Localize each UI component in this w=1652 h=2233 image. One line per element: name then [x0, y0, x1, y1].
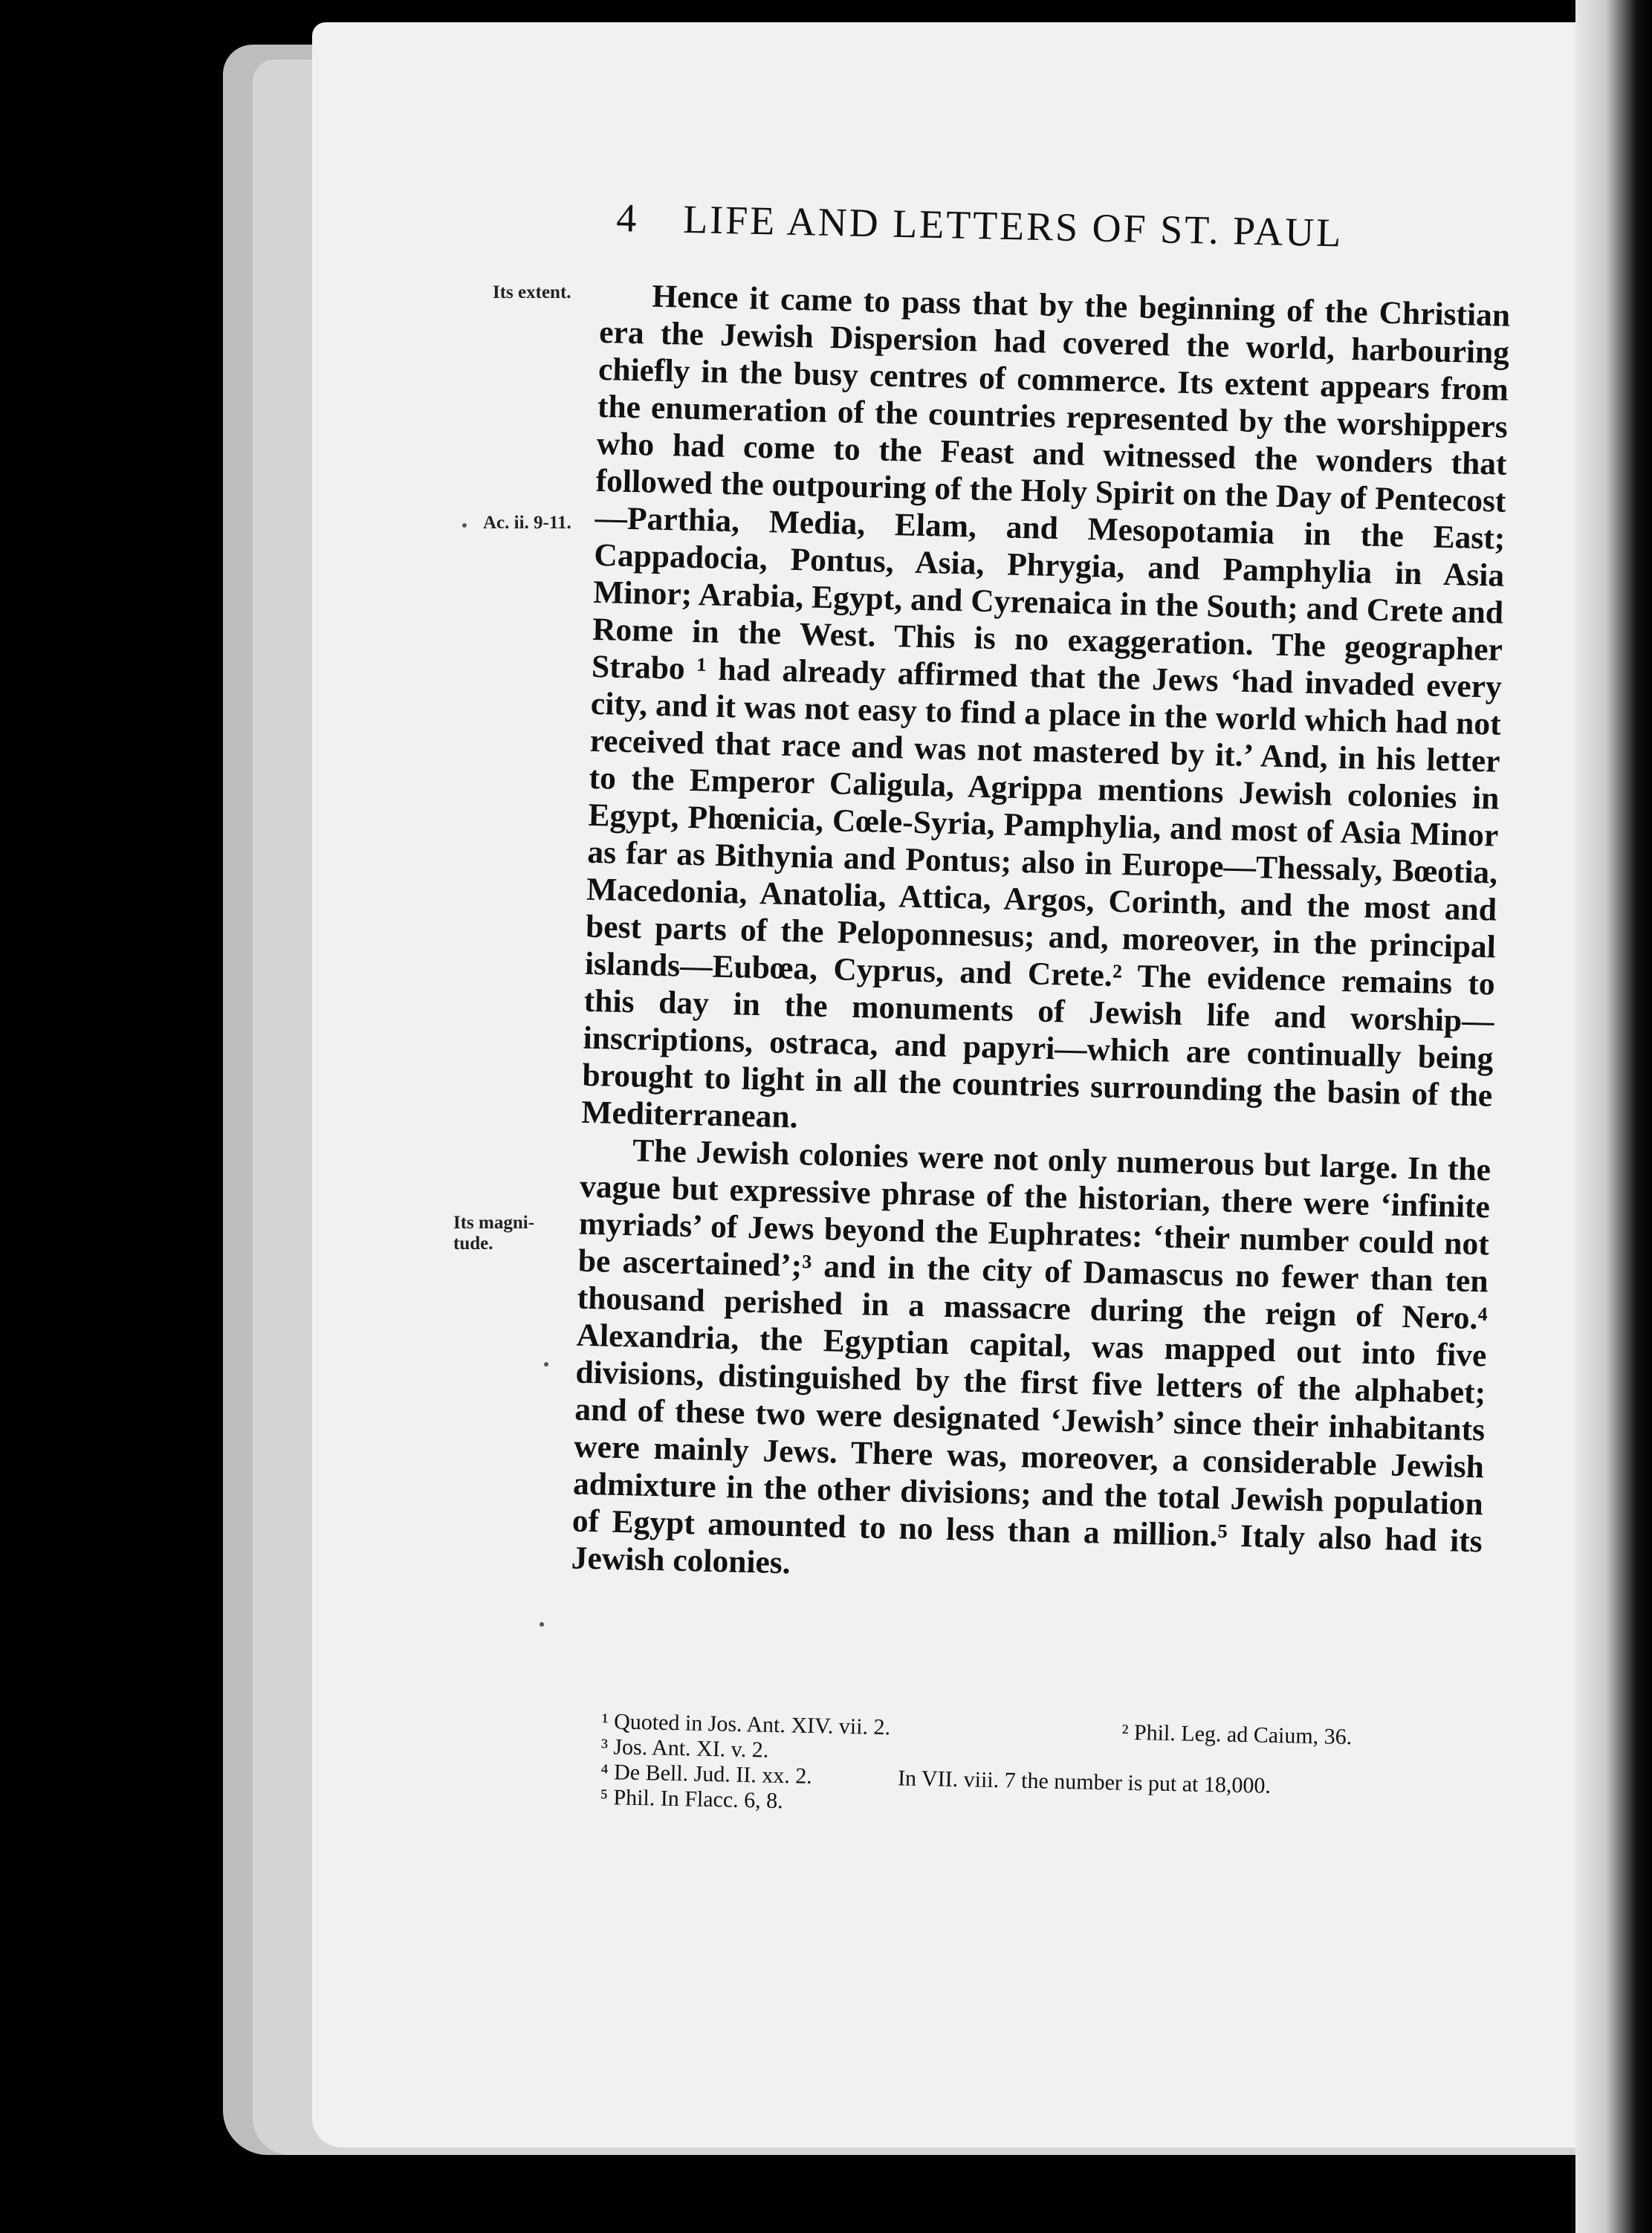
margin-note-magnitude-line2: tude.	[453, 1234, 493, 1254]
footnote-5: ⁵ Phil. In Flacc. 6, 8.	[600, 1784, 784, 1814]
page-number: 4	[615, 195, 639, 241]
body-text	[571, 276, 1510, 1597]
paragraph-extent: Hence it came to pass that by the beginning of the Christian era the Jewish Dispersion had covered the world, harbouring chiefly in the busy centres of commerce. Its extent appears from the enumeration of the countries represented by the worshippers who had come to the Feast and witnessed the wonders that followed the outpouring of the Holy Spirit on the Day of Pentecost—Parthia, Media, Elam, and Mesopotamia in the East; Cappadocia, Pontus, Asia, Phrygia, and Pamphylia in Asia Minor; Arabia, Egypt, and Cyrenaica in the South; and Crete and Rome in the West. This is no exaggeration. The geographer Strabo ¹ had already affirmed that the Jews ‘had invaded every city, and it was not easy to find a place in the world which had not received that race and was not mastered by it.’ And, in his letter to the Emperor Caligula, Agrippa mentions Jewish colonies in Egypt, Phœnicia, Cœle-Syria, Pamphylia, and most of Asia Minor as far as Bithynia and Pontus; also in Europe—Thessaly, Bœotia, Macedonia, Anatolia, Attica, Argos, Corinth, and the most and best parts of the Peloponnesus; and, moreover, in the principal islands—Eubœa, Cyprus, and Crete.² The evidence remains to this day in the monuments of Jewish life and worship—inscriptions, ostraca, and papyri—which are continually being brought to light in all the countries surrounding the basin of the Mediterranean.	[580, 278, 1511, 1135]
print-speck	[540, 1622, 544, 1627]
footnotes	[600, 1709, 1449, 1828]
footnote-4-note: In VII. viii. 7 the number is put at 18,000.	[897, 1766, 1272, 1798]
print-speck	[544, 1362, 548, 1367]
footnote-2: ² Phil. Leg. ad Caium, 36.	[1121, 1720, 1353, 1750]
book-gutter	[1575, 0, 1652, 2233]
paragraph-magnitude: The Jewish colonies were not only numerous but large. In the vague but expressive phrase of the historian, there were ‘infinite myriads’ of Jews beyond the Euphrates: ‘their number could not be ascertained’;³ and in the city of Damascus no fewer than ten thousand perished in a massacre during the reign of Nero.⁴ Alexandria, the Egyptian capital, was mapped out into five divisions, distinguished by the first five letters of the alphabet; and of these two were designated ‘Jewish’ since their inhabitants were mainly Jews. There was, moreover, a considerable Jewish admixture in the other divisions; and the total Jewish population of Egypt amounted to no less than a million.⁵ Italy also had its Jewish colonies.	[571, 1132, 1491, 1581]
footnote-1: ¹ Quoted in Jos. Ant. XIV. vii. 2.	[601, 1709, 891, 1740]
margin-note-extent: Its extent.	[493, 282, 571, 302]
margin-note-reference: Ac. ii. 9-11.	[483, 513, 571, 533]
print-speck	[462, 523, 467, 528]
footnote-4: ⁴ De Bell. Jud. II. xx. 2.	[600, 1759, 813, 1789]
footnote-3: ³ Jos. Ant. XI. v. 2.	[600, 1734, 769, 1763]
margin-note-magnitude-line1: Its magni-	[453, 1213, 535, 1233]
running-title: LIFE AND LETTERS OF ST. PAUL	[682, 196, 1344, 256]
